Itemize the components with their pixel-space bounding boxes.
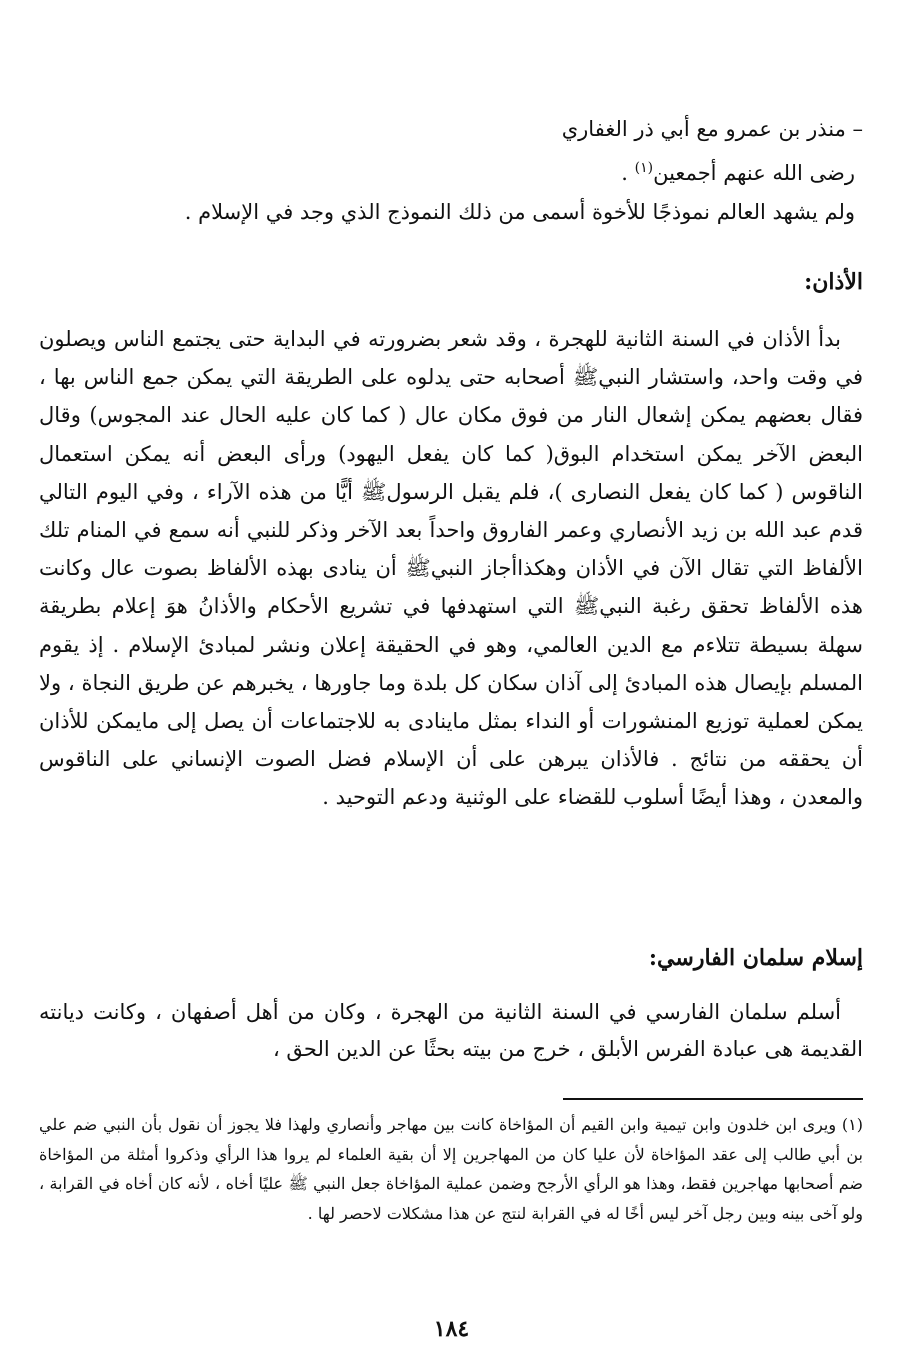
intro-block (39, 110, 863, 232)
intro-line-2-end: . (621, 161, 635, 185)
intro-line-2 (39, 149, 863, 193)
section-heading-adhan: الأذان: (804, 269, 863, 295)
paragraph-adhan: بدأ الأذان في السنة الثانية للهجرة ، وقد شعر بضرورته في البداية حتى يجتمع الناس ويصلون في وقت واحد، واستشار النبيﷺ أصحابه حتى يدلوه على الطريقة التي يمكن جمع الناس بها ، فقال بعضهم يمكن إشعال النار من فوق مكان عال ( كما كان عليه الحال عند المجوس) وقال البعض الآخر يمكن استخدام البوق( كما كان يفعل اليهود) ورأى البعض أنه يمكن استعمال الناقوس ( كما كان يفعل النصارى )، فلم يقبل الرسولﷺ أيًّا من هذه الآراء ، وفي اليوم التالي قدم عبد الله بن زيد الأنصاري وعمر الفاروق واحداً بعد الآخر وذكر للنبي أنه سمع في المنام تلك الألفاظ التي تقال الآن في الأذان وهكذاأجاز النبيﷺ أن ينادى بهذه الألفاظ بصوت عال وكانت هذه الألفاظ تحقق رغبة النبيﷺ التي استهدفها في تشريع الأحكام والأذانُ هوَ إعلام بطريقة سهلة بسيطة تتلاءم مع الدين العالمي، وهو في الحقيقة إعلان ونشر لمبادئ الإسلام . إذ يقوم المسلم بإيصال هذه المبادئ إلى آذان سكان كل بلدة وما جاورها ، يخبرهم عن طريق النجاة ، ولا يمكن لعملية توزيع المنشورات أو النداء بمثل ماينادى به للاجتماعات أن يصل إلى مايمكن للأذان أن يحققه من نتائج . فالأذان يبرهن على أن الإسلام فضل الصوت الإنساني على الناقوس والمعدن ، وهذا أيضًا أسلوب للقضاء على الوثنية ودعم التوحيد . (39, 327, 863, 810)
footnote-divider (563, 1098, 863, 1100)
footnote-reference: (١) (634, 160, 654, 176)
page-number: ١٨٤ (433, 1316, 470, 1342)
intro-line-3: ولم يشهد العالم نموذجًا للأخوة أسمى من ذلك النموذج الذي وجد في الإسلام . (184, 200, 855, 224)
intro-line-2-text: رضى الله عنهم أجمعين (653, 161, 855, 185)
paragraph-salman: أسلم سلمان الفارسي في السنة الثانية من الهجرة ، وكان من أهل أصفهان ، وكانت ديانته القديمة هى عبادة الفرس الأبلق ، خرج من بيته بحثًا عن الدين الحق ، (39, 1000, 863, 1061)
footnote-text: ويرى ابن خلدون وابن تيمية وابن القيم أن المؤاخاة كانت بين مهاجر وأنصاري ولهذا فلا يجوز أن نقول بأن النبي ضم علي بن أبي طالب إلى عقد المؤاخاة لأن عليا كان من المهاجرين إلا أن بقية العلماء لم يروا هذا الرأي وذكروا أمثلة من المؤاخاة ضم أصحابها مهاجرين فقط، وهذا هو الرأي الأرجح وضمن عملية المؤاخاة جعل النبي ﷺ عليًا أخاه ، لأنه كان أخاه في القرابة ، ولو آخى بينه وبين رجل آخر ليس أخًا له في القرابة لنتج عن هذا مشكلات لاحصر لها . (39, 1115, 864, 1223)
intro-line-1: – منذر بن عمرو مع أبي ذر الغفاري (561, 117, 863, 141)
footnote (39, 1110, 863, 1228)
footnote-marker: (١) (841, 1115, 863, 1134)
section-heading-salman: إسلام سلمان الفارسي: (648, 945, 863, 971)
